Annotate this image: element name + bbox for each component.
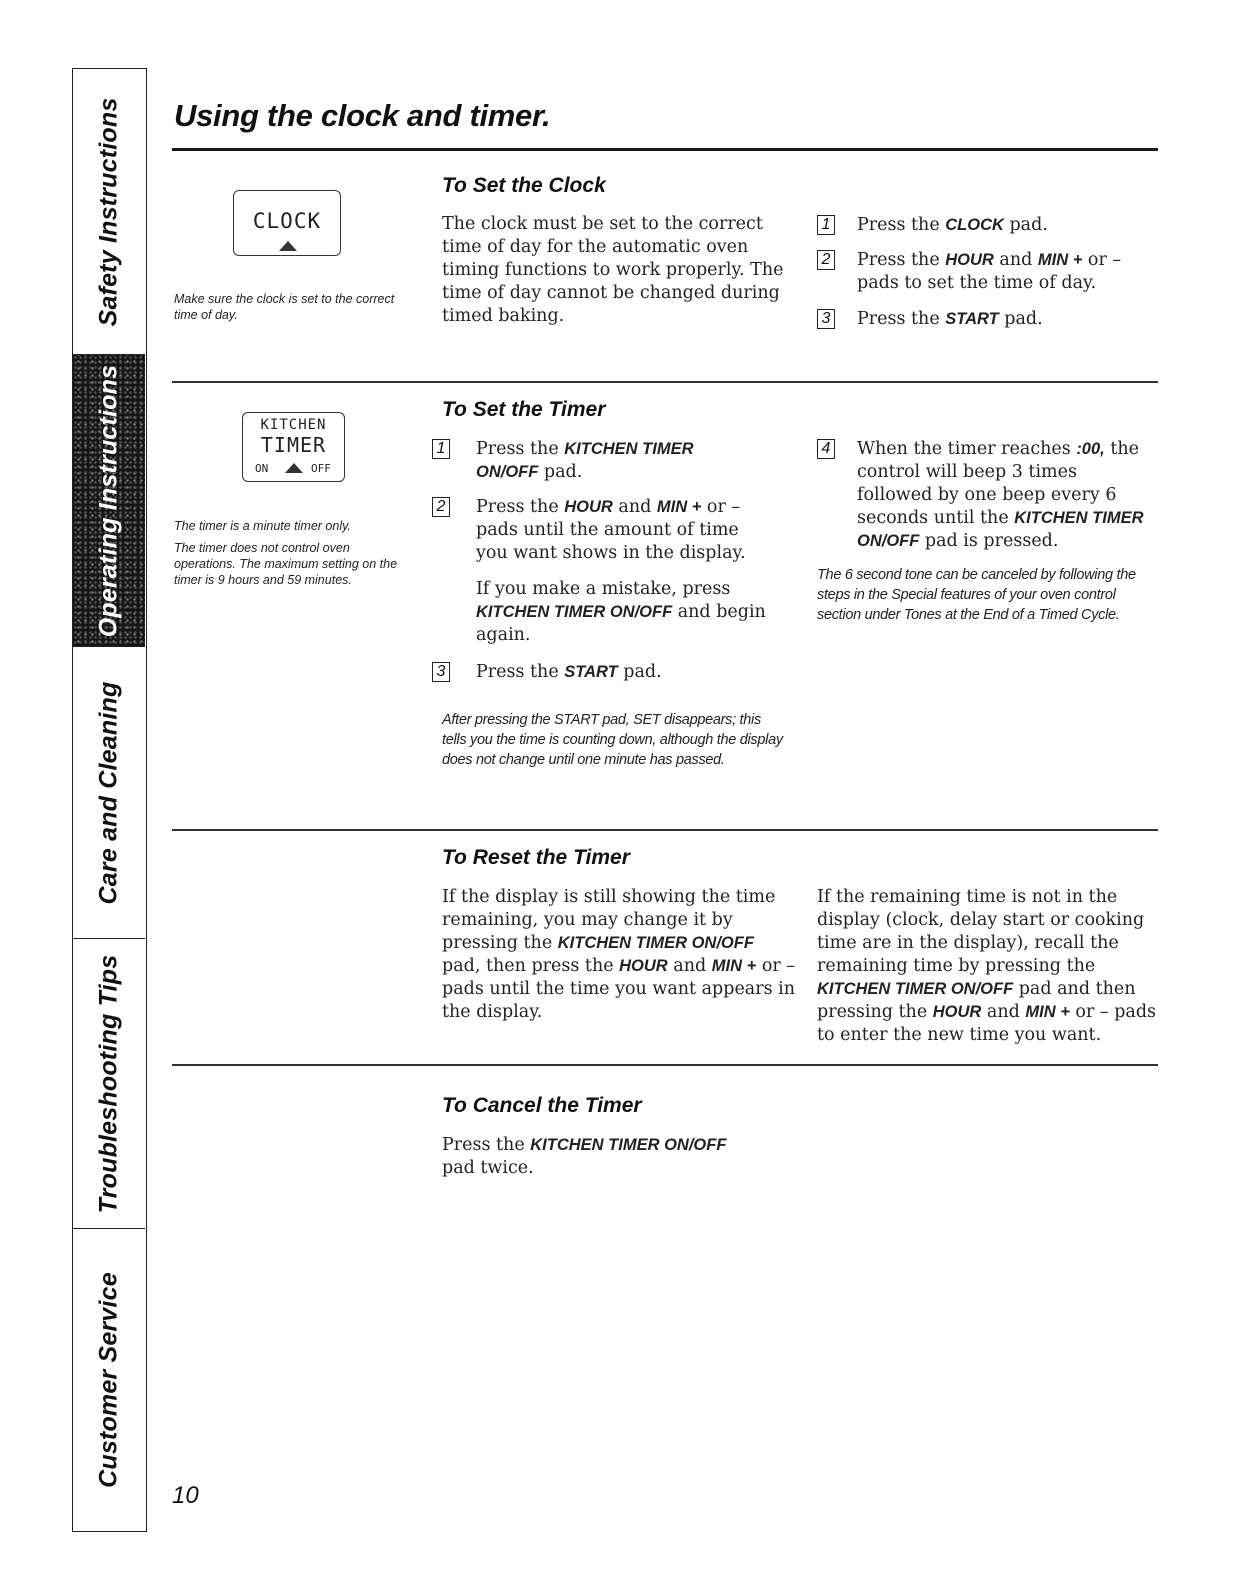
step-text: pad. — [617, 662, 662, 682]
keyword-kitchen-timer: KITCHEN TIMER ON/OFF — [530, 1136, 727, 1154]
paragraph-text: pad and then pressing the — [817, 979, 1136, 1022]
tab-label: Safety Instructions — [94, 97, 123, 326]
paragraph-text: or – pads until the time you want appears in the display. — [442, 956, 796, 1022]
step-text: the control will beep 3 times followed by one beep every 6 seconds until the — [857, 439, 1139, 528]
step-text: pad. — [1003, 215, 1048, 235]
timer-pad-on: ON — [255, 462, 269, 475]
cancel-timer-heading: To Cancel the Timer — [442, 1094, 642, 1117]
step-text: When the timer reaches — [857, 439, 1077, 459]
reset-right-paragraph — [817, 886, 1169, 1047]
step-text: Press the — [857, 250, 946, 270]
step-number-badge: 1 — [817, 215, 835, 235]
paragraph-text: Press the — [442, 1135, 531, 1155]
keyword-hour: HOUR — [932, 1003, 982, 1021]
keyword-kitchen-timer: KITCHEN TIMER ON/OFF — [817, 980, 1014, 998]
step-text: Press the — [476, 439, 565, 459]
step-text: Press the — [476, 497, 565, 517]
timer-pad-line2: TIMER — [260, 433, 327, 457]
step-number-badge: 3 — [432, 662, 450, 682]
keyword-start: START — [945, 310, 999, 328]
page-title: Using the clock and timer. — [174, 98, 551, 133]
section-tab-rail — [72, 68, 147, 1532]
step-text: If you make a mistake, press — [476, 579, 731, 599]
keyword-min: MIN + — [656, 498, 702, 516]
page-number: 10 — [172, 1482, 199, 1509]
section-divider — [172, 829, 1158, 831]
keyword-start: START — [564, 663, 618, 681]
reset-left-paragraph — [442, 886, 797, 1024]
keyword-kitchen-timer: KITCHEN TIMER ON/OFF — [476, 603, 673, 621]
keyword-min: MIN + — [1037, 251, 1083, 269]
tab-safety-instructions[interactable] — [73, 69, 145, 355]
step-text: pad. — [998, 309, 1043, 329]
keyword-hour: HOUR — [945, 251, 994, 269]
keyword-min: MIN + — [711, 957, 757, 975]
section-divider — [172, 1064, 1158, 1066]
step-text: or – pads until the amount of time you want shows in the display. — [476, 497, 746, 563]
step-number-badge: 2 — [432, 497, 450, 517]
set-timer-heading: To Set the Timer — [442, 398, 606, 421]
step-text: pad is pressed. — [919, 531, 1059, 551]
step-text: pad. — [538, 462, 583, 482]
tab-label: Customer Service — [94, 1271, 123, 1488]
step-text: Press the — [857, 215, 946, 235]
reset-timer-heading: To Reset the Timer — [442, 846, 630, 869]
indicator-triangle-icon — [285, 463, 303, 473]
paragraph-text: or – pads to enter the new time you want. — [817, 1002, 1157, 1045]
timer-after-note: After pressing the START pad, SET disappears; this tells you the time is counting down, although the display does not change until one minute has passed. — [442, 712, 783, 768]
tab-care-and-cleaning[interactable] — [73, 647, 145, 939]
tab-label: Operating Instructions — [94, 364, 123, 637]
step-number-badge: 1 — [432, 439, 450, 459]
step-number-badge: 2 — [817, 250, 835, 270]
keyword-kitchen-timer: KITCHEN TIMER ON/OFF — [557, 934, 754, 952]
paragraph-text: pad, then press the — [442, 956, 620, 976]
keyword-hour: HOUR — [619, 957, 668, 975]
indicator-triangle-icon — [279, 241, 297, 251]
section-divider — [172, 381, 1158, 383]
keyword-zero: :00, — [1076, 440, 1105, 458]
kitchen-timer-pad-icon — [242, 412, 345, 482]
tab-label: Care and Cleaning — [94, 681, 123, 904]
keyword-clock: CLOCK — [945, 216, 1004, 234]
set-clock-intro: The clock must be set to the correct time of day for the automatic oven timing functions to work properly. The time of day cannot be changed during timed baking. — [442, 214, 784, 326]
paragraph-text: If the display is still showing the time remaining, you may change it by pressing the — [442, 887, 776, 953]
tab-label: Troubleshooting Tips — [94, 954, 123, 1213]
timer-pad-off: OFF — [311, 462, 331, 475]
step-text: Press the — [857, 309, 946, 329]
cancel-paragraph — [442, 1134, 742, 1180]
step-number-badge: 3 — [817, 309, 835, 329]
timer-tone-note: The 6 second tone can be canceled by following the steps in the Special features of your oven control section under Tones at the End of a Timed Cycle. — [817, 567, 1136, 623]
keyword-hour: HOUR — [564, 498, 613, 516]
timer-caption-2: The timer does not control oven operations. The maximum setting on the timer is 9 hours and 59 minutes. — [174, 541, 398, 587]
timer-caption-1: The timer is a minute timer only. — [174, 519, 351, 533]
paragraph-text: If the remaining time is not in the display (clock, delay start or cooking time are in the display), recall the remaining time by pressing the — [817, 887, 1145, 976]
title-rule — [172, 148, 1158, 151]
set-clock-heading: To Set the Clock — [442, 174, 606, 197]
keyword-kitchen-timer: KITCHEN TIMER ON/OFF — [476, 440, 694, 481]
tab-operating-instructions[interactable] — [73, 355, 145, 647]
step-text: and — [993, 250, 1038, 270]
tab-troubleshooting-tips[interactable] — [73, 939, 145, 1229]
step-text: and begin again. — [476, 602, 766, 645]
step-number-badge: 4 — [817, 439, 835, 459]
timer-pad-line1: KITCHEN — [260, 417, 327, 433]
step-text: or – pads to set the time of day. — [857, 250, 1122, 293]
paragraph-text: and — [981, 1002, 1026, 1022]
paragraph-text: and — [667, 956, 712, 976]
step-text: Press the — [476, 662, 565, 682]
paragraph-text: pad twice. — [442, 1158, 534, 1178]
tab-customer-service[interactable] — [73, 1229, 145, 1530]
clock-pad-label: CLOCK — [252, 209, 322, 233]
clock-pad-icon — [233, 190, 341, 256]
step-text: and — [612, 497, 657, 517]
timer-mistake-note — [476, 578, 766, 647]
keyword-kitchen-timer: KITCHEN TIMER ON/OFF — [857, 509, 1144, 550]
clock-caption: Make sure the clock is set to the correct time of day. — [174, 292, 395, 322]
keyword-min: MIN + — [1025, 1003, 1070, 1021]
